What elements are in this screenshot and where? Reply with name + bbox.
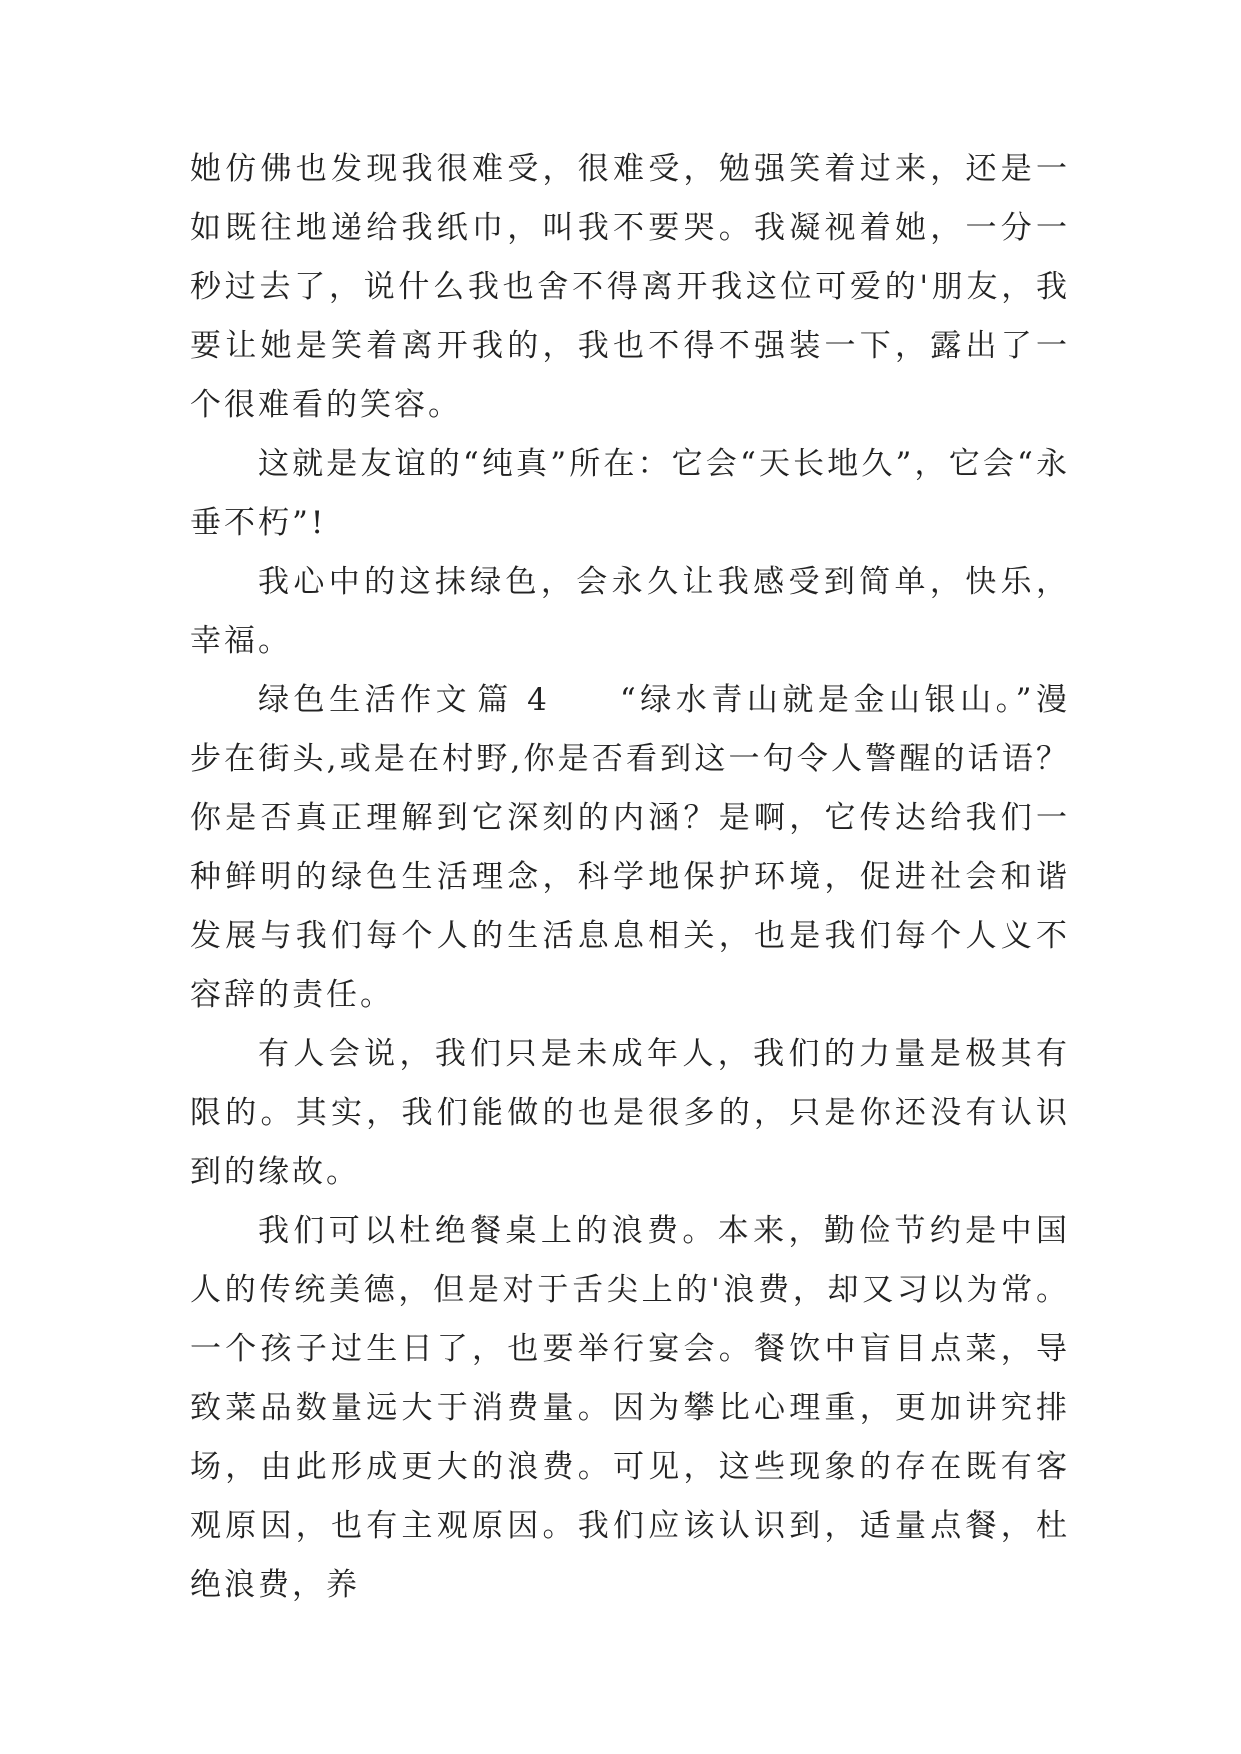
section-paragraph [190,671,1070,1025]
paragraph-friend-farewell: 她仿佛也发现我很难受，很难受，勉强笑着过来，还是一如既往地递给我纸巾，叫我不要哭。我凝视着她，一分一秒过去了，说什么我也舍不得离开我这位可爱的'朋友，我要让她是笑着离开我的，我也不得不强装一下，露出了一个很难看的笑容。 [190,151,1070,423]
paragraph-minors-power: 有人会说，我们只是未成年人，我们的力量是极其有限的。其实，我们能做的也是很多的，只是你还没有认识到的缘故。 [190,1036,1070,1190]
section-title: 绿色生活作文 [258,682,472,718]
document-page [190,140,1070,1615]
section-label: 篇 4 [477,682,550,718]
paragraph-friendship-purity: 这就是友谊的“纯真”所在：它会“天长地久”，它会“永垂不朽”! [190,446,1070,541]
section-body: “绿水青山就是金山银山。”漫步在街头,或是在村野,你是否看到这一句令人警醒的话语？你是否真正理解到它深刻的内涵？是啊，它传达给我们一种鲜明的绿色生活理念，科学地保护环境，促进社会和谐发展与我们每个人的生活息息相关，也是我们每个人义不容辞的责任。 [190,682,1071,1013]
paragraph-green-in-heart: 我心中的这抹绿色，会永久让我感受到简单，快乐，幸福。 [190,564,1070,659]
paragraph-food-waste: 我们可以杜绝餐桌上的浪费。本来，勤俭节约是中国人的传统美德，但是对于舌尖上的'浪费，却又习以为常。一个孩子过生日了，也要举行宴会。餐饮中盲目点菜，导致菜品数量远大于消费量。因为攀比心理重，更加讲究排场，由此形成更大的浪费。可见，这些现象的存在既有客观原因，也有主观原因。我们应该认识到，适量点餐，杜绝浪费，养 [190,1213,1070,1603]
